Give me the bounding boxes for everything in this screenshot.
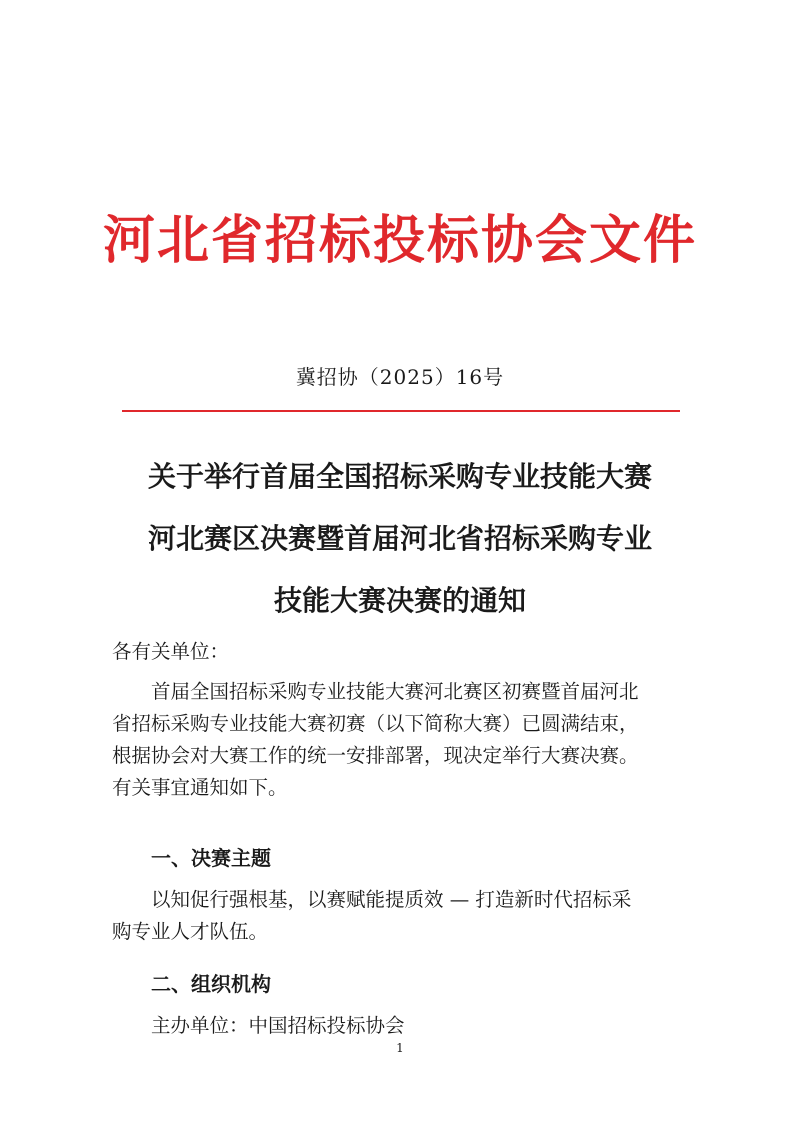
host-organizer-line: 主办单位：中国招标投标协会	[151, 1014, 405, 1037]
paragraph-line: 有关事宜通知如下。	[112, 776, 288, 799]
notice-title-line: 技能大赛决赛的通知	[273, 584, 526, 617]
notice-title-line: 关于举行首届全国招标采购专业技能大赛	[147, 460, 652, 493]
section-heading-theme: 一、决赛主题	[151, 846, 271, 870]
issuer-title: 河北省招标投标协会文件	[102, 211, 697, 271]
theme-paragraph	[112, 884, 702, 948]
intro-paragraph	[112, 676, 702, 804]
paragraph-line: 以知促行强根基，以赛赋能提质效 — 打造新时代招标采	[151, 888, 632, 911]
paragraph-line: 根据协会对大赛工作的统一安排部署，现决定举行大赛决赛。	[112, 744, 639, 767]
paragraph-line: 购专业人才队伍。	[112, 920, 269, 943]
document-number: 冀招协（2025）16号	[295, 365, 505, 389]
salutation: 各有关单位：	[112, 640, 230, 663]
notice-title-line: 河北赛区决赛暨首届河北省招标采购专业	[147, 522, 652, 555]
paragraph-line: 首届全国招标采购专业技能大赛河北赛区初赛暨首届河北	[151, 680, 639, 703]
notice-title	[0, 446, 800, 632]
page-number: 1	[396, 1041, 404, 1055]
red-divider	[122, 410, 680, 412]
paragraph-line: 省招标采购专业技能大赛初赛（以下简称大赛）已圆满结束，	[112, 712, 639, 735]
section-heading-organization: 二、组织机构	[151, 972, 271, 996]
